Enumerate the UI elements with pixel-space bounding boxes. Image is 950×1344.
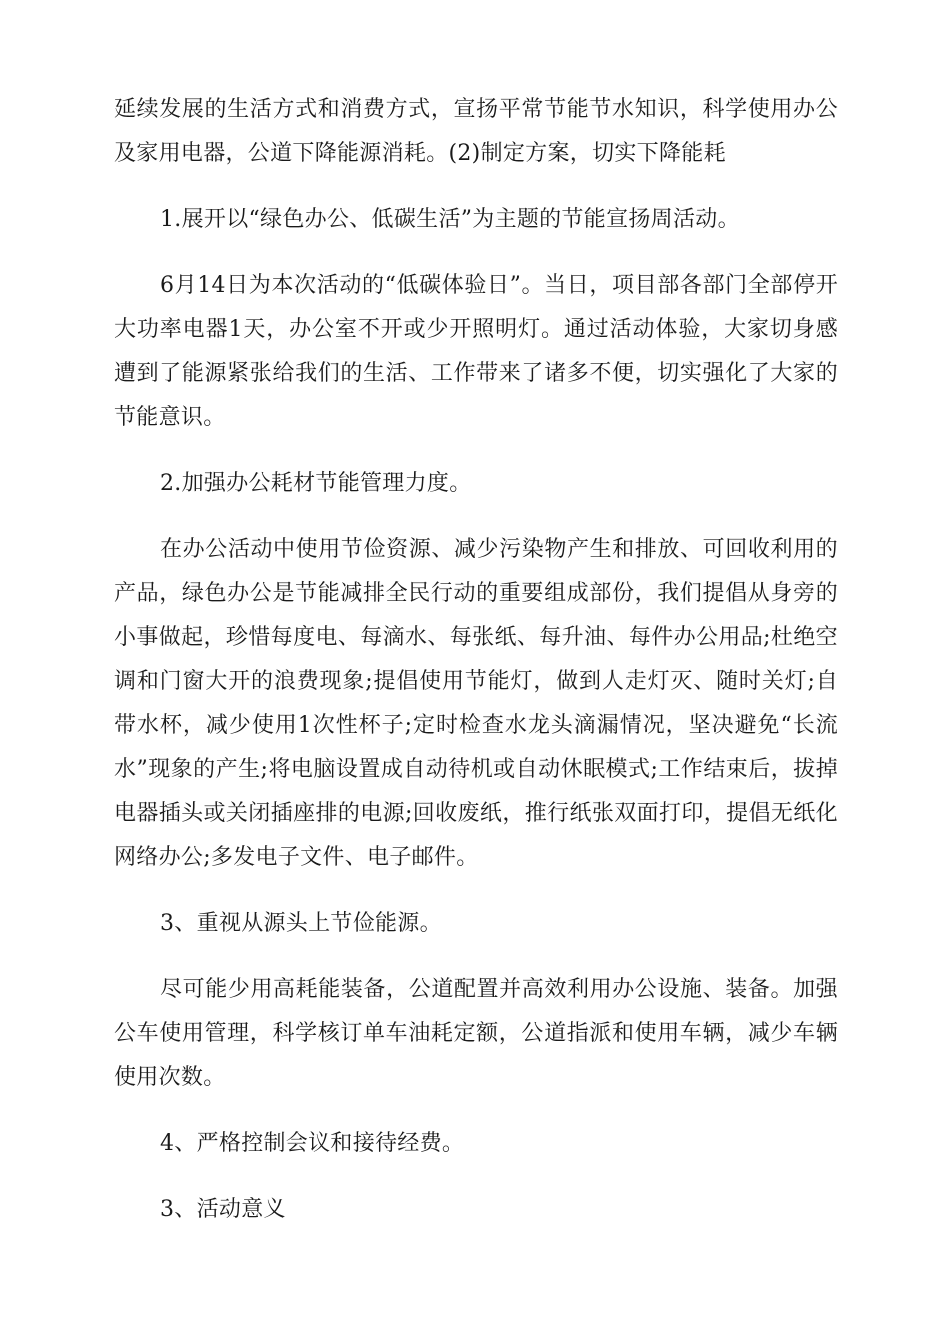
document-page [114, 88, 838, 1232]
paragraph-low-carbon-day: 6月14日为本次活动的“低碳体验日”。当日，项目部各部门全部停开大功率电器1天，办公室不开或少开照明灯。通过活动体验，大家切身感遭到了能源紧张给我们的生活、工作带来了诸多不便，切实强化了大家的节能意识。 [114, 273, 838, 430]
heading-meeting-expenses: 4、严格控制会议和接待经费。 [160, 1131, 465, 1156]
heading-activity-significance: 3、活动意义 [160, 1197, 286, 1222]
heading-office-supplies: 2.加强办公耗材节能管理力度。 [160, 471, 472, 496]
heading-campaign-week: 1.展开以“绿色办公、低碳生活”为主题的节能宣扬周活动。 [160, 207, 740, 232]
paragraph-continued-intro: 延续发展的生活方式和消费方式，宣扬平常节能节水知识，科学使用办公及家用电器，公道下降能源消耗。(2)制定方案，切实下降能耗 [114, 97, 838, 166]
paragraph-green-office: 在办公活动中使用节俭资源、减少污染物产生和排放、可回收利用的产品，绿色办公是节能减排全民行动的重要组成部份，我们提倡从身旁的小事做起，珍惜每度电、每滴水、每张纸、每升油、每件办公用品;杜绝空调和门窗大开的浪费现象;提倡使用节能灯，做到人走灯灭、随时关灯;自带水杯，减少使用1次性杯子;定时检查水龙头滴漏情况，坚决避免“长流水”现象的产生;将电脑设置成自动待机或自动休眠模式;工作结束后，拔掉电器插头或关闭插座排的电源;回收废纸，推行纸张双面打印，提倡无纸化网络办公;多发电子文件、电子邮件。 [114, 537, 838, 870]
paragraph-equipment-vehicles: 尽可能少用高耗能装备，公道配置并高效利用办公设施、装备。加强公车使用管理，科学核订单车油耗定额，公道指派和使用车辆，减少车辆使用次数。 [114, 977, 838, 1090]
heading-save-at-source: 3、重视从源头上节俭能源。 [160, 911, 442, 936]
